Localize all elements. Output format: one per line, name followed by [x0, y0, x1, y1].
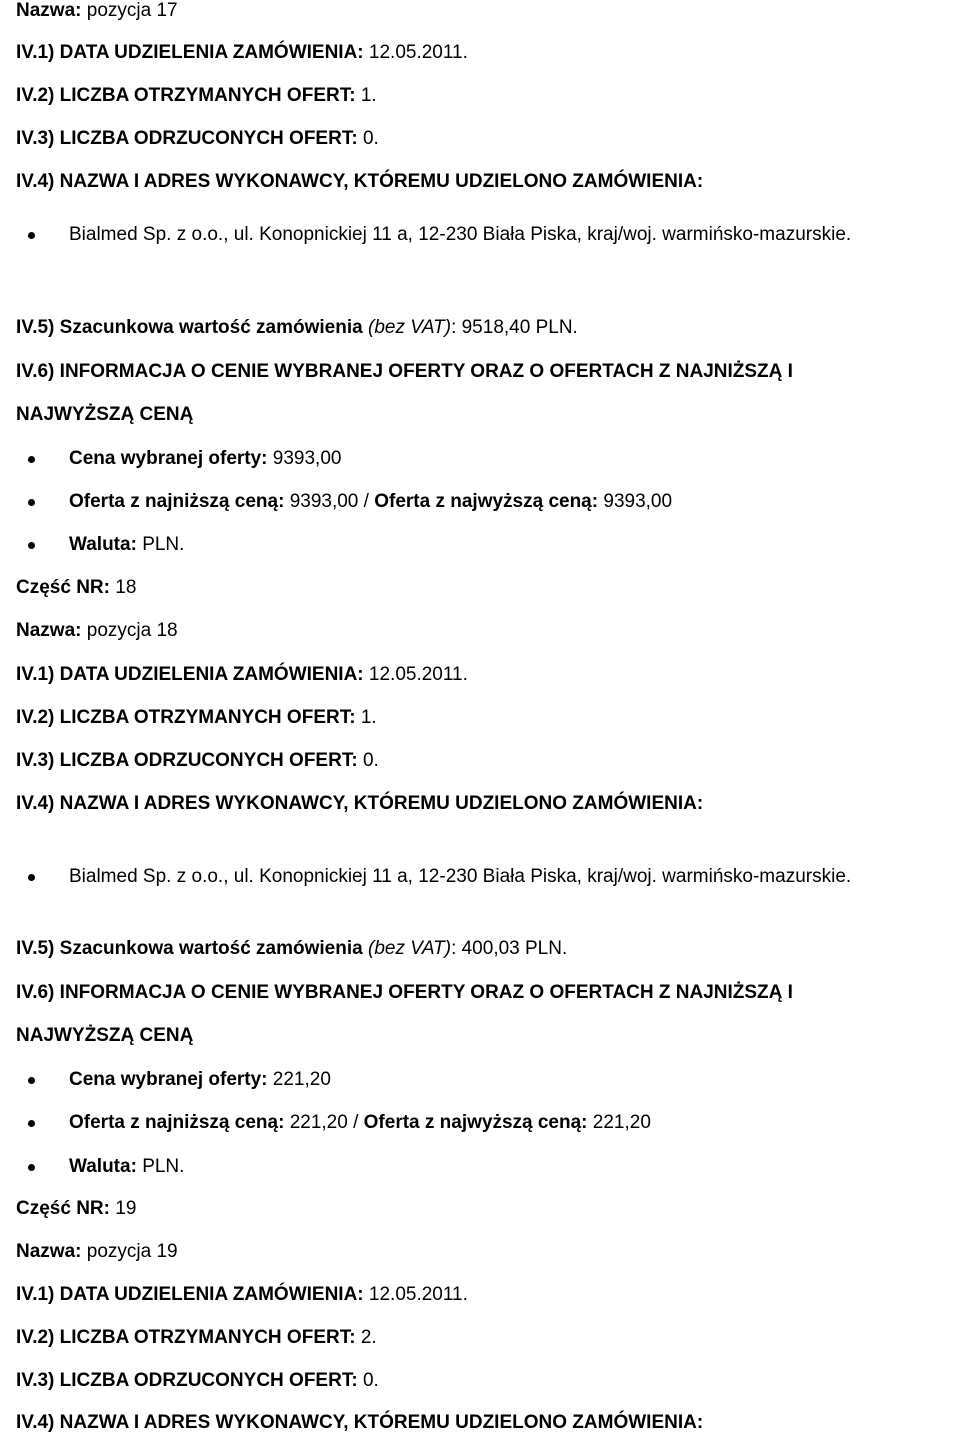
- waluta-line: [69, 534, 184, 556]
- iv3-value: 0.: [362, 128, 379, 149]
- iv5-line: [16, 938, 567, 960]
- czesc-label: Część NR:: [16, 1198, 110, 1219]
- contractor-text: Bialmed Sp. z o.o., ul. Konopnickiej 11 a, 12-230 Biała Piska, kraj/woj. warmińsko-mazurskie.: [69, 866, 852, 887]
- bullet-icon: [28, 1077, 35, 1084]
- iv1-label: IV.1) DATA UDZIELENIA ZAMÓWIENIA:: [16, 664, 364, 685]
- nazwa-line: [16, 1241, 178, 1263]
- bullet-icon: [28, 542, 35, 549]
- iv4-line: [16, 171, 703, 193]
- iv2-label: IV.2) LICZBA OTRZYMANYCH OFERT:: [16, 707, 356, 728]
- nazwa-line: [16, 0, 178, 22]
- iv1-label: IV.1) DATA UDZIELENIA ZAMÓWIENIA:: [16, 42, 364, 63]
- oferta-low-label: Oferta z najniższą ceną:: [69, 1112, 285, 1133]
- bullet-icon: [28, 1120, 35, 1127]
- czesc-line: [16, 1198, 136, 1220]
- iv2-line: [16, 85, 377, 107]
- iv3-value: 0.: [362, 750, 379, 771]
- nazwa-label: Nazwa:: [16, 0, 82, 21]
- waluta-label: Waluta:: [69, 1156, 137, 1177]
- iv4-line: [16, 793, 703, 815]
- nazwa-label: Nazwa:: [16, 620, 82, 641]
- iv1-line: [16, 42, 468, 64]
- cena-line: [69, 448, 341, 470]
- cena-line: [69, 1069, 331, 1091]
- iv3-line: [16, 750, 379, 772]
- iv2-label: IV.2) LICZBA OTRZYMANYCH OFERT:: [16, 1327, 356, 1348]
- iv5-line: [16, 317, 578, 339]
- iv5-value: : 400,03 PLN.: [451, 938, 568, 959]
- nazwa-value: pozycja 19: [86, 1241, 178, 1262]
- bullet-icon: [28, 499, 35, 506]
- iv5-value: : 9518,40 PLN.: [451, 317, 578, 338]
- iv6-line-1: IV.6) INFORMACJA O CENIE WYBRANEJ OFERTY ORAZ O OFERTACH Z NAJNIŻSZĄ I: [16, 982, 793, 1003]
- contractor-text: Bialmed Sp. z o.o., ul. Konopnickiej 11 a, 12-230 Biała Piska, kraj/woj. warmińsko-mazurskie.: [69, 224, 852, 245]
- iv1-label: IV.1) DATA UDZIELENIA ZAMÓWIENIA:: [16, 1284, 364, 1305]
- czesc-value: 19: [115, 1198, 137, 1219]
- cena-label: Cena wybranej oferty:: [69, 448, 268, 469]
- iv2-value: 2.: [360, 1327, 377, 1348]
- iv3-value: 0.: [362, 1370, 379, 1391]
- cena-label: Cena wybranej oferty:: [69, 1069, 268, 1090]
- oferta-high-label: Oferta z najwyższą ceną:: [374, 491, 599, 512]
- iv1-value: 12.05.2011.: [368, 1284, 468, 1305]
- iv6-line-2: NAJWYŻSZĄ CENĄ: [16, 1025, 194, 1046]
- bullet-icon: [28, 874, 35, 881]
- oferta-line: [69, 1112, 651, 1134]
- oferta-high-value: 9393,00: [603, 491, 673, 512]
- oferta-high-value: 221,20: [592, 1112, 651, 1133]
- iv4-line: [16, 1412, 703, 1434]
- iv2-value: 1.: [360, 707, 377, 728]
- waluta-value: PLN.: [142, 534, 185, 555]
- nazwa-line: [16, 620, 178, 642]
- iv5-paren: (bez VAT): [368, 317, 452, 338]
- bullet-icon: [28, 1164, 35, 1171]
- iv3-line: [16, 1370, 379, 1392]
- oferta-high-label: Oferta z najwyższą ceną:: [363, 1112, 588, 1133]
- czesc-label: Część NR:: [16, 577, 110, 598]
- czesc-value: 18: [115, 577, 137, 598]
- czesc-line: [16, 577, 136, 599]
- oferta-line: [69, 491, 672, 513]
- nazwa-value: pozycja 17: [86, 0, 178, 21]
- oferta-low-label: Oferta z najniższą ceną:: [69, 491, 285, 512]
- nazwa-label: Nazwa:: [16, 1241, 82, 1262]
- iv5-label: IV.5) Szacunkowa wartość zamówienia: [16, 938, 363, 959]
- iv2-value: 1.: [360, 85, 377, 106]
- iv3-line: [16, 128, 379, 150]
- waluta-line: [69, 1156, 184, 1178]
- oferta-low-value: 221,20 /: [289, 1112, 359, 1133]
- iv2-line: [16, 707, 377, 729]
- waluta-label: Waluta:: [69, 534, 137, 555]
- iv4-label: IV.4) NAZWA I ADRES WYKONAWCY, KTÓREMU UDZIELONO ZAMÓWIENIA:: [16, 1412, 704, 1433]
- iv6-line-1: IV.6) INFORMACJA O CENIE WYBRANEJ OFERTY ORAZ O OFERTACH Z NAJNIŻSZĄ I: [16, 361, 793, 382]
- iv5-label: IV.5) Szacunkowa wartość zamówienia: [16, 317, 363, 338]
- bullet-icon: [28, 232, 35, 239]
- iv5-paren: (bez VAT): [368, 938, 452, 959]
- iv3-label: IV.3) LICZBA ODRZUCONYCH OFERT:: [16, 128, 358, 149]
- iv1-line: [16, 664, 468, 686]
- iv2-line: [16, 1327, 377, 1349]
- cena-value: 9393,00: [272, 448, 342, 469]
- waluta-value: PLN.: [142, 1156, 185, 1177]
- iv2-label: IV.2) LICZBA OTRZYMANYCH OFERT:: [16, 85, 356, 106]
- iv6-line-2: NAJWYŻSZĄ CENĄ: [16, 404, 194, 425]
- nazwa-value: pozycja 18: [86, 620, 178, 641]
- iv3-label: IV.3) LICZBA ODRZUCONYCH OFERT:: [16, 750, 358, 771]
- iv4-label: IV.4) NAZWA I ADRES WYKONAWCY, KTÓREMU UDZIELONO ZAMÓWIENIA:: [16, 171, 704, 192]
- oferta-low-value: 9393,00 /: [289, 491, 369, 512]
- iv4-label: IV.4) NAZWA I ADRES WYKONAWCY, KTÓREMU UDZIELONO ZAMÓWIENIA:: [16, 793, 704, 814]
- cena-value: 221,20: [272, 1069, 331, 1090]
- iv1-line: [16, 1284, 468, 1306]
- iv1-value: 12.05.2011.: [368, 42, 468, 63]
- bullet-icon: [28, 456, 35, 463]
- iv3-label: IV.3) LICZBA ODRZUCONYCH OFERT:: [16, 1370, 358, 1391]
- iv1-value: 12.05.2011.: [368, 664, 468, 685]
